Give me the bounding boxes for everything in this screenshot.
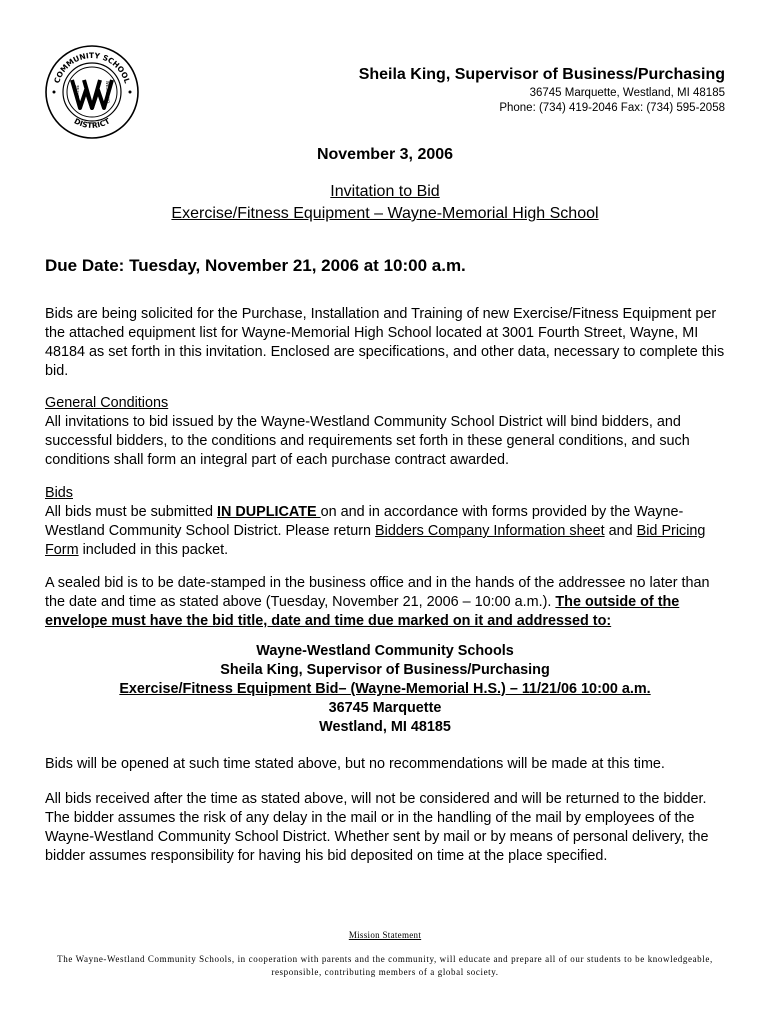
seal-left-text: WAYNE (75, 84, 80, 100)
mission-statement-title: Mission Statement (348, 930, 422, 940)
bid-pricing-form-link: Bid Pricing Form (45, 523, 706, 558)
bidders-company-information-sheet-link: Bidders Company Information sheet (375, 523, 605, 539)
general-conditions-section (45, 394, 730, 470)
seal-right-text: WESTLAND (105, 80, 110, 104)
address-line-street: 36745 Marquette (328, 700, 442, 716)
sealed-bid-paragraph (45, 574, 730, 631)
bids-section (45, 484, 730, 560)
in-duplicate-emphasis: IN DUPLICATE (216, 504, 321, 520)
bids-text-middle: on and in accordance with forms provided by the Wayne-Westland Community School District. Please return (45, 504, 684, 539)
mailing-address-block (0, 642, 770, 737)
mission-statement-text: The Wayne-Westland Community Schools, in cooperation with parents and the community, will educate and prepare all of our students to be knowledgeable, responsible, contributing members of a global society. (57, 954, 713, 977)
intro-paragraph: Bids are being solicited for the Purchase, Installation and Training of new Exercise/Fitness Equipment per the attached equipment list for Wayne-Memorial High School located at 3001 Fourth Street, Wayne, MI 48184 as set forth in this invitation. Enclosed are specifications, and other data, necessary to complete this bid. (45, 306, 725, 379)
invitation-title: Invitation to Bid (330, 183, 440, 200)
late-bids-paragraph: All bids received after the time as stated above, will not be considered and will be returned to the bidder. The bidder assumes the risk of any delay in the mail or in the handling of the mail by employees of the Wayne-Westland Community School District. Whether sent by mail or by means of personal delivery, the bidder assumes responsibility for having his bid deposited on time at the place specified. (45, 791, 709, 864)
address-line-bid-title: Exercise/Fitness Equipment Bid– (Wayne-Memorial H.S.) – 11/21/06 10:00 a.m. (119, 681, 651, 697)
sealed-bid-text: A sealed bid is to be date-stamped in the business office and in the hands of the addressee no later than the date and time as stated above (Tuesday, November 21, 2006 – 10:00 a.m.). (45, 575, 710, 610)
address-line-district: Wayne-Westland Community Schools (256, 643, 514, 659)
bids-heading: Bids (45, 485, 73, 501)
general-conditions-text: All invitations to bid issued by the Wayne-Westland Community School District will bind bidders, and successful bidders, to the conditions and requirements set forth in these general conditions, and such conditions shall form an integral part of each purchase contract awarded. (45, 414, 690, 468)
sender-address: 36745 Marquette, Westland, MI 48185 (529, 87, 725, 99)
seal-bottom-text: DISTRICT (72, 116, 112, 131)
address-line-attention: Sheila King, Supervisor of Business/Purchasing (220, 662, 550, 678)
district-seal-logo (44, 44, 140, 140)
bids-text-and: and (604, 523, 637, 539)
bids-text-after: included in this packet. (78, 542, 229, 558)
letter-date: November 3, 2006 (316, 146, 454, 163)
envelope-instructions: The outside of the envelope must have the bid title, date and time due marked on it and addressed to: (45, 594, 680, 629)
general-conditions-heading: General Conditions (45, 395, 169, 411)
svg-text:DISTRICT (73, 116, 113, 130)
seal-top-text: COMMUNITY SCHOOL (52, 50, 132, 85)
address-line-city: Westland, MI 48185 (319, 719, 451, 735)
sender-name-title: Sheila King, Supervisor of Business/Purchasing (358, 66, 725, 83)
sender-phone-fax: Phone: (734) 419-2046 Fax: (734) 595-2058 (499, 102, 725, 114)
bids-text-before: All bids must be submitted (45, 504, 217, 520)
due-date-heading: Due Date: Tuesday, November 21, 2006 at 10:00 a.m. (45, 256, 466, 275)
invitation-subject: Exercise/Fitness Equipment – Wayne-Memorial High School (171, 205, 599, 222)
bid-opening-paragraph: Bids will be opened at such time stated above, but no recommendations will be made at this time. (45, 756, 665, 772)
